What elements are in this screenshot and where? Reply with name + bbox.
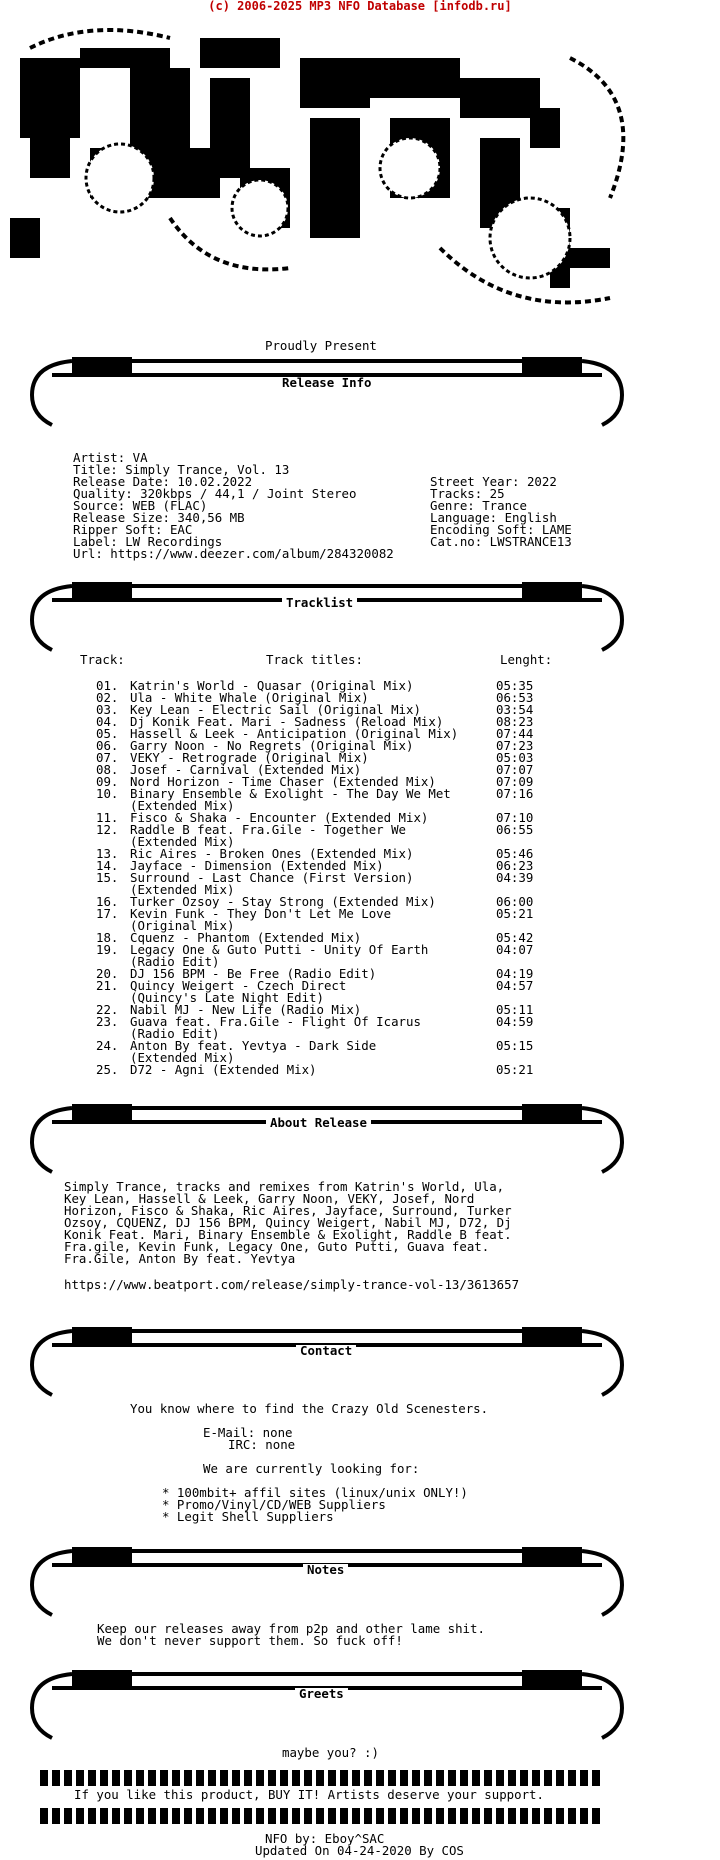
track-number: 18.: [96, 930, 119, 945]
cat-no: Cat.no: LWSTRANCE13: [430, 534, 572, 549]
track-title-cont: (Quincy's Late Night Edit): [130, 990, 324, 1005]
track-number: 12.: [96, 822, 119, 837]
looking-item: * Legit Shell Suppliers: [162, 1509, 334, 1524]
track-number: 01.: [96, 678, 119, 693]
track-number: 09.: [96, 774, 119, 789]
track-length: 05:15: [496, 1038, 534, 1053]
track-number: 24.: [96, 1038, 119, 1053]
track-number: 19.: [96, 942, 119, 957]
track-length: 06:53: [496, 690, 534, 705]
track-title-cont: (Extended Mix): [130, 1050, 235, 1065]
track-number: 07.: [96, 750, 119, 765]
track-title: Quincy Weigert - Czech Direct: [130, 978, 347, 993]
section-title-tracklist: Tracklist: [282, 597, 357, 609]
release-size: Release Size: 340,56 MB: [73, 510, 245, 525]
track-length: 03:54: [496, 702, 534, 717]
contact-banner: [12, 1325, 642, 1399]
track-number: 03.: [96, 702, 119, 717]
url: Url: https://www.deezer.com/album/284320082: [73, 546, 394, 561]
track-length: 05:11: [496, 1002, 534, 1017]
track-length: 05:46: [496, 846, 534, 861]
contact-irc: IRC: none: [228, 1437, 296, 1452]
track-title: Binary Ensemble & Exolight - The Day We Met: [130, 786, 451, 801]
track-length: 06:00: [496, 894, 534, 909]
release-date: Release Date: 10.02.2022: [73, 474, 253, 489]
tracklist-header-track: Track:: [80, 652, 125, 667]
track-number: 20.: [96, 966, 119, 981]
track-title-cont: (Extended Mix): [130, 798, 235, 813]
track-number: 25.: [96, 1062, 119, 1077]
greets-line: maybe you? :): [282, 1745, 379, 1760]
greets-banner: [12, 1668, 642, 1742]
page-title: (c) 2006-2025 MP3 NFO Database [infodb.ru]: [208, 0, 512, 13]
footer-separator: [40, 1808, 600, 1824]
track-title-cont: (Extended Mix): [130, 834, 235, 849]
ripper-soft: Ripper Soft: EAC: [73, 522, 193, 537]
updated-line: Updated On 04-24-2020 By COS: [255, 1843, 464, 1858]
section-title-notes: Notes: [303, 1564, 348, 1576]
contact-email: E-Mail: none: [203, 1425, 293, 1440]
track-title: Josef - Carnival (Extended Mix): [130, 762, 362, 777]
track-title: D72 - Agni (Extended Mix): [130, 1062, 317, 1077]
about-line: Fra.Gile, Anton By feat. Yevtya: [64, 1251, 296, 1266]
tracklist-header-titles: Track titles:: [266, 652, 363, 667]
track-title: Key Lean - Electric Sail (Original Mix): [130, 702, 421, 717]
track-length: 07:09: [496, 774, 534, 789]
track-number: 23.: [96, 1014, 119, 1029]
street-year: Street Year: 2022: [430, 474, 557, 489]
track-length: 04:57: [496, 978, 534, 993]
track-length: 05:21: [496, 906, 534, 921]
track-number: 22.: [96, 1002, 119, 1017]
notes-banner: [12, 1545, 642, 1619]
genre: Genre: Trance: [430, 498, 527, 513]
track-length: 05:03: [496, 750, 534, 765]
track-length: 07:44: [496, 726, 534, 741]
track-length: 05:21: [496, 1062, 534, 1077]
track-number: 02.: [96, 690, 119, 705]
track-number: 16.: [96, 894, 119, 909]
track-number: 11.: [96, 810, 119, 825]
section-title-about: About Release: [266, 1117, 371, 1129]
about-line: Fra.gile, Kevin Funk, Legacy One, Guto Putti, Guava feat.: [64, 1239, 490, 1254]
about-banner: [12, 1102, 642, 1176]
track-title: Nabil MJ - New Life (Radio Mix): [130, 1002, 362, 1017]
track-number: 10.: [96, 786, 119, 801]
track-length: 07:07: [496, 762, 534, 777]
contact-line: You know where to find the Crazy Old Scenesters.: [130, 1401, 489, 1416]
about-line: Ozsoy, CQUENZ, DJ 156 BPM, Quincy Weigert, Nabil MJ, D72, Dj: [64, 1215, 512, 1230]
track-title: Dj Konik Feat. Mari - Sadness (Reload Mix): [130, 714, 444, 729]
track-number: 08.: [96, 762, 119, 777]
notes-line: Keep our releases away from p2p and other lame shit.: [97, 1621, 485, 1636]
track-number: 14.: [96, 858, 119, 873]
track-title: Turker Ozsoy - Stay Strong (Extended Mix): [130, 894, 436, 909]
artist: Artist: VA: [73, 450, 148, 465]
nfo-by: NFO by: Eboy^SAC: [265, 1831, 385, 1846]
section-title-greets: Greets: [295, 1688, 348, 1700]
track-length: 07:23: [496, 738, 534, 753]
track-number: 05.: [96, 726, 119, 741]
track-length: 08:23: [496, 714, 534, 729]
quality: Quality: 320kbps / 44,1 / Joint Stereo: [73, 486, 357, 501]
source: Source: WEB (FLAC): [73, 498, 208, 513]
track-title: Surround - Last Chance (First Version): [130, 870, 414, 885]
track-title: DJ 156 BPM - Be Free (Radio Edit): [130, 966, 377, 981]
track-length: 07:10: [496, 810, 534, 825]
track-title: Nord Horizon - Time Chaser (Extended Mix): [130, 774, 436, 789]
track-number: 04.: [96, 714, 119, 729]
footer-separator: [40, 1770, 600, 1786]
section-title-release-info: Release Info: [278, 377, 376, 389]
notes-line: We don't never support them. So fuck off!: [97, 1633, 403, 1648]
looking-item: * Promo/Vinyl/CD/WEB Suppliers: [162, 1497, 386, 1512]
track-title: Kevin Funk - They Don't Let Me Love: [130, 906, 392, 921]
group-logo-art: [10, 18, 650, 328]
label: Label: LW Recordings: [73, 534, 223, 549]
track-title-cont: (Radio Edit): [130, 954, 220, 969]
tracks-count: Tracks: 25: [430, 486, 505, 501]
tracklist-banner: [12, 580, 642, 654]
track-title: Guava feat. Fra.Gile - Flight Of Icarus: [130, 1014, 421, 1029]
track-length: 05:35: [496, 678, 534, 693]
beatport-url: https://www.beatport.com/release/simply-trance-vol-13/3613657: [64, 1277, 520, 1292]
track-length: 05:42: [496, 930, 534, 945]
looking-item: * 100mbit+ affil sites (linux/unix ONLY!): [162, 1485, 468, 1500]
track-title: VEKY - Retrograde (Original Mix): [130, 750, 369, 765]
track-title: Ula - White Whale (Original Mix): [130, 690, 369, 705]
track-length: 04:19: [496, 966, 534, 981]
track-length: 07:16: [496, 786, 534, 801]
support-line: If you like this product, BUY IT! Artists deserve your support.: [74, 1787, 544, 1802]
about-line: Key Lean, Hassell & Leek, Garry Noon, VEKY, Josef, Nord: [64, 1191, 475, 1206]
tracklist-header-length: Lenght:: [500, 652, 553, 667]
track-length: 04:07: [496, 942, 534, 957]
track-number: 06.: [96, 738, 119, 753]
track-title: Anton By feat. Yevtya - Dark Side: [130, 1038, 377, 1053]
track-title: Ric Aires - Broken Ones (Extended Mix): [130, 846, 414, 861]
track-title: Legacy One & Guto Putti - Unity Of Earth: [130, 942, 429, 957]
track-title-cont: (Radio Edit): [130, 1026, 220, 1041]
track-title: Raddle B feat. Fra.Gile - Together We: [130, 822, 407, 837]
about-line: Simply Trance, tracks and remixes from Katrin's World, Ula,: [64, 1179, 505, 1194]
looking-for: We are currently looking for:: [203, 1461, 420, 1476]
track-length: 04:59: [496, 1014, 534, 1029]
track-title: Garry Noon - No Regrets (Original Mix): [130, 738, 414, 753]
track-length: 06:23: [496, 858, 534, 873]
track-number: 15.: [96, 870, 119, 885]
track-title: Katrin's World - Quasar (Original Mix): [130, 678, 414, 693]
track-number: 13.: [96, 846, 119, 861]
track-title-cont: (Extended Mix): [130, 882, 235, 897]
track-title: Hassell & Leek - Anticipation (Original Mix): [130, 726, 459, 741]
track-length: 04:39: [496, 870, 534, 885]
track-title-cont: (Original Mix): [130, 918, 235, 933]
section-title-contact: Contact: [296, 1345, 356, 1357]
release-info-banner: [12, 355, 642, 429]
track-title: Jayface - Dimension (Extended Mix): [130, 858, 384, 873]
track-number: 21.: [96, 978, 119, 993]
intro-text: Proudly Present: [265, 338, 377, 353]
about-line: Konik Feat. Mari, Binary Ensemble & Exolight, Raddle B feat.: [64, 1227, 512, 1242]
encoding-soft: Encoding Soft: LAME: [430, 522, 572, 537]
track-title: Fisco & Shaka - Encounter (Extended Mix): [130, 810, 429, 825]
release-title: Title: Simply Trance, Vol. 13: [73, 462, 290, 477]
track-title: Cquenz - Phantom (Extended Mix): [130, 930, 362, 945]
about-line: Horizon, Fisco & Shaka, Ric Aires, Jayface, Surround, Turker: [64, 1203, 512, 1218]
language: Language: English: [430, 510, 557, 525]
track-length: 06:55: [496, 822, 534, 837]
track-number: 17.: [96, 906, 119, 921]
